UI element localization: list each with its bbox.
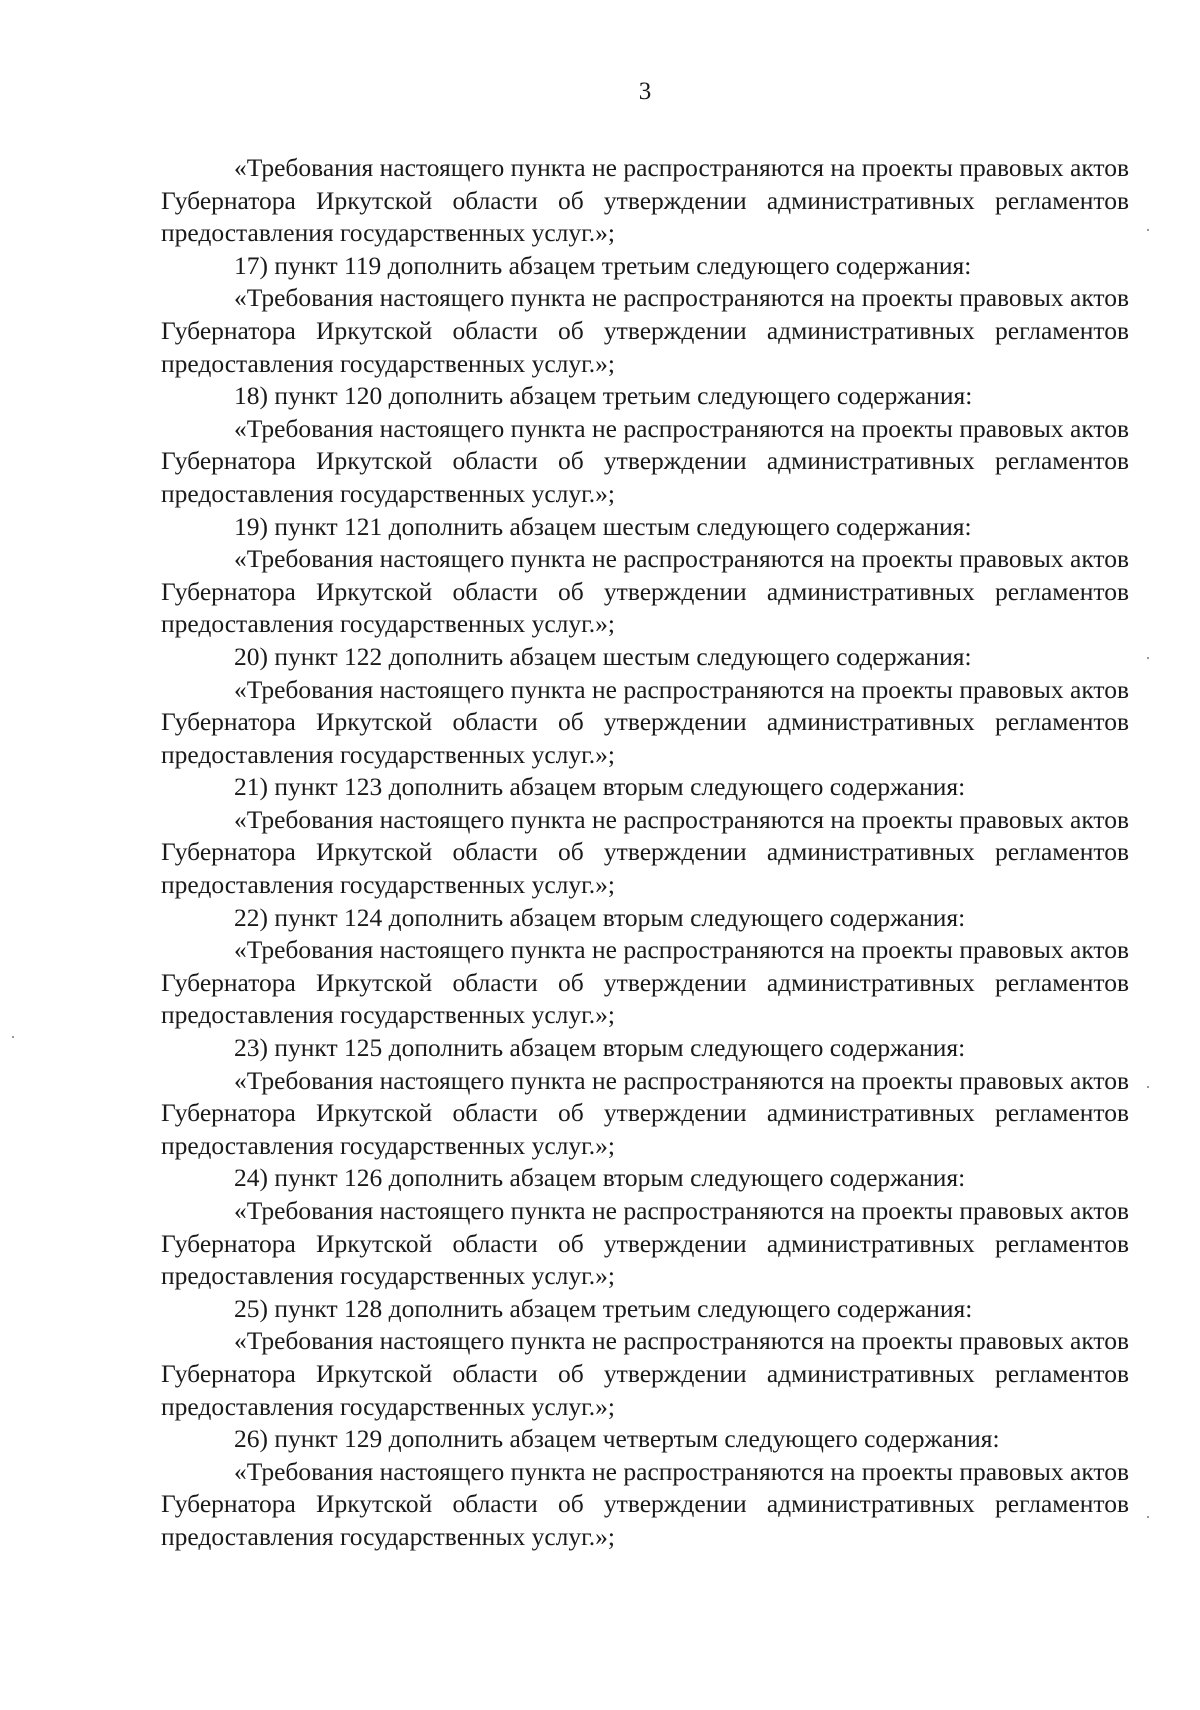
amendment-item: 21) пункт 123 дополнить абзацем вторым следующего содержания: <box>234 772 966 802</box>
amendment-item: 20) пункт 122 дополнить абзацем шестым следующего содержания: <box>234 641 972 671</box>
amendment-item: 24) пункт 126 дополнить абзацем вторым следующего содержания: <box>234 1163 966 1193</box>
amendment-item: 17) пункт 119 дополнить абзацем третьим следующего содержания: <box>234 250 972 280</box>
quote-paragraph: «Требования настоящего пункта не распространяются на проекты правовых актов Губернатора Иркутской области об утверждении административных регламентов предоставления государственных услуг.»; <box>161 283 1129 378</box>
amendment-item: 23) пункт 125 дополнить абзацем вторым следующего содержания: <box>234 1033 966 1063</box>
scan-speck <box>1147 657 1149 659</box>
quote-paragraph: «Требования настоящего пункта не распространяются на проекты правовых актов Губернатора Иркутской области об утверждении административных регламентов предоставления государственных услуг.»; <box>161 1326 1129 1421</box>
quote-paragraph: «Требования настоящего пункта не распространяются на проекты правовых актов Губернатора Иркутской области об утверждении административных регламентов предоставления государственных услуг.»; <box>161 935 1129 1030</box>
scan-speck <box>1147 229 1149 231</box>
quote-paragraph: «Требования настоящего пункта не распространяются на проекты правовых актов Губернатора Иркутской области об утверждении административных регламентов предоставления государственных услуг.»; <box>161 1065 1129 1160</box>
quote-paragraph: «Требования настоящего пункта не распространяются на проекты правовых актов Губернатора Иркутской области об утверждении административных регламентов предоставления государственных услуг.»; <box>161 804 1129 900</box>
scan-speck <box>1147 1516 1149 1518</box>
amendment-item: 19) пункт 121 дополнить абзацем шестым следующего содержания: <box>234 511 972 541</box>
amendment-item: 22) пункт 124 дополнить абзацем вторым следующего содержания: <box>234 902 966 932</box>
amendment-item: 25) пункт 128 дополнить абзацем третьим следующего содержания: <box>234 1293 973 1323</box>
quote-paragraph: «Требования настоящего пункта не распространяются на проекты правовых актов Губернатора Иркутской области об утверждении административных регламентов предоставления государственных услуг.»; <box>161 544 1129 639</box>
document-body <box>161 152 1129 1554</box>
quote-paragraph: «Требования настоящего пункта не распространяются на проекты правовых актов Губернатора Иркутской области об утверждении административных регламентов предоставления государственных услуг.»; <box>161 413 1129 508</box>
quote-paragraph: «Требования настоящего пункта не распространяются на проекты правовых актов Губернатора Иркутской области об утверждении административных регламентов предоставления государственных услуг.»; <box>161 674 1129 769</box>
page-number: 3 <box>638 78 652 105</box>
quote-paragraph: «Требования настоящего пункта не распространяются на проекты правовых актов Губернатора Иркутской области об утверждении административных регламентов предоставления государственных услуг.»; <box>161 153 1129 248</box>
scan-speck <box>1147 1086 1149 1088</box>
quote-paragraph: «Требования настоящего пункта не распространяются на проекты правовых актов Губернатора Иркутской области об утверждении административных регламентов предоставления государственных услуг.»; <box>161 1196 1129 1291</box>
amendment-item: 18) пункт 120 дополнить абзацем третьим следующего содержания: <box>234 381 973 411</box>
amendment-item: 26) пункт 129 дополнить абзацем четвертым следующего содержания: <box>234 1424 1000 1454</box>
scan-speck <box>12 1036 14 1038</box>
quote-paragraph: «Требования настоящего пункта не распространяются на проекты правовых актов Губернатора Иркутской области об утверждении административных регламентов предоставления государственных услуг.»; <box>161 1456 1129 1551</box>
